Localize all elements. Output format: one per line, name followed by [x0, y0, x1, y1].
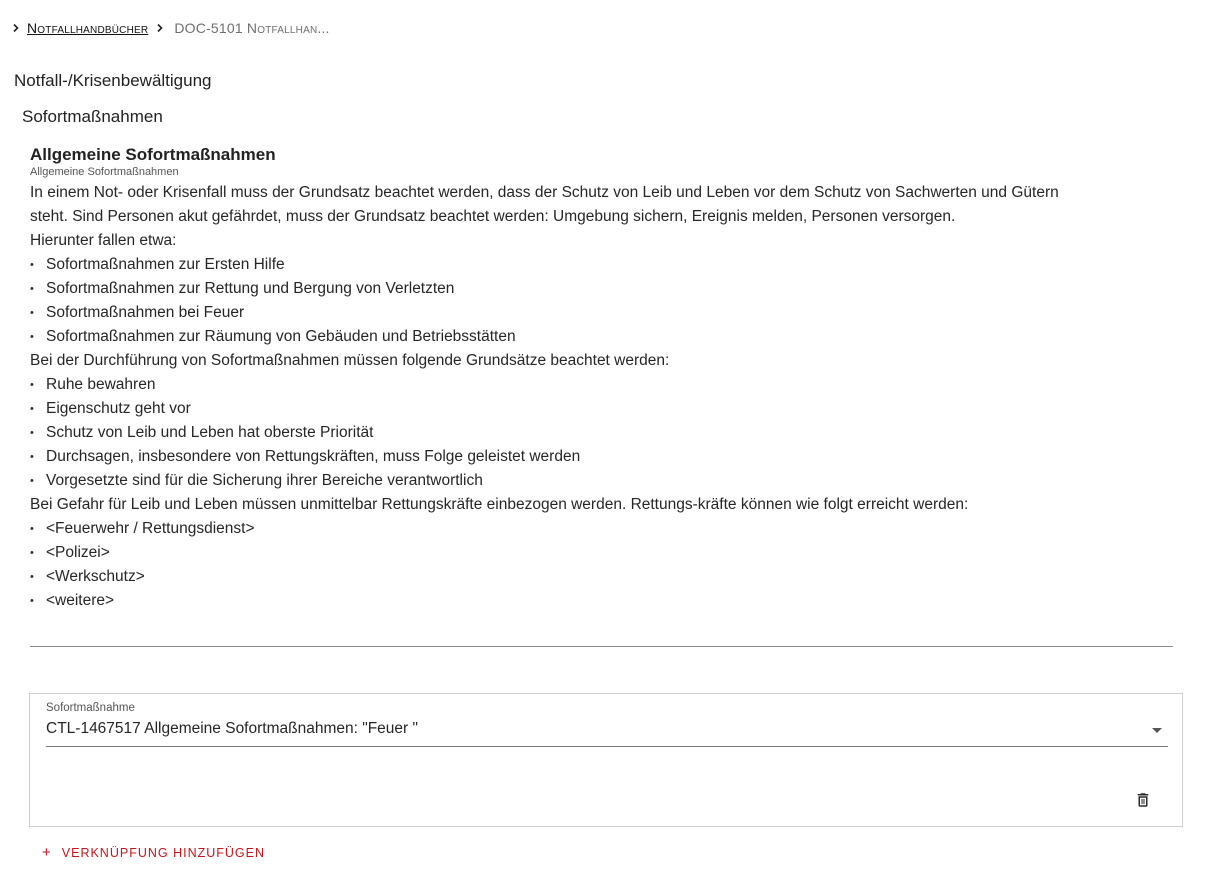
section-body	[30, 181, 1173, 613]
list2	[30, 373, 1173, 493]
list-item: • <weitere>	[30, 589, 1173, 613]
linkage-card	[29, 693, 1183, 827]
breadcrumb	[10, 18, 330, 38]
list-item: • Eigenschutz geht vor	[30, 397, 1173, 421]
section-divider	[30, 646, 1173, 647]
list3	[30, 517, 1173, 613]
dropdown-arrow-icon[interactable]	[1152, 728, 1162, 733]
section-caption: Allgemeine Sofortmaßnahmen	[30, 166, 179, 178]
section-allgemeine-sofortmassnahmen	[30, 144, 1173, 613]
plus-icon: +	[42, 844, 52, 861]
trash-icon	[1134, 791, 1152, 809]
list-item: • <Feuerwehr / Rettungsdienst>	[30, 517, 1173, 541]
list-item: • Durchsagen, insbesondere von Rettungskräften, muss Folge geleistet werden	[30, 445, 1173, 469]
list-item: • <Polizei>	[30, 541, 1173, 565]
add-linkage-label: VERKNÜPFUNG HINZUFÜGEN	[61, 846, 266, 860]
list2-intro: Bei der Durchführung von Sofortmaßnahmen müssen folgende Grundsätze beachtet werden:	[30, 352, 670, 369]
select-value[interactable]: CTL-1467517 Allgemeine Sofortmaßnahmen: "Feuer "	[46, 720, 419, 737]
breadcrumb-current: DOC-5101 Notfallhan...	[174, 20, 330, 36]
list-item: • <Werkschutz>	[30, 565, 1173, 589]
list3-intro: Bei Gefahr für Leib und Leben müssen unmittelbar Rettungskräfte einbezogen werden. Rettungs-kräfte können wie folgt erreicht werden:	[30, 496, 969, 513]
delete-button[interactable]	[1131, 788, 1155, 812]
list1	[30, 253, 1173, 349]
list-item: • Sofortmaßnahmen zur Ersten Hilfe	[30, 253, 1173, 277]
breadcrumb-link-notfallhandbuecher[interactable]: Notfallhandbücher	[27, 20, 149, 36]
heading-level2: Sofortmaßnahmen	[22, 107, 163, 126]
chevron-right-icon[interactable]	[10, 22, 22, 34]
chevron-right-icon	[154, 22, 166, 34]
add-linkage-button[interactable]	[42, 845, 265, 861]
list1-intro: Hierunter fallen etwa:	[30, 232, 177, 249]
select-label: Sofortmaßnahme	[46, 702, 135, 714]
sofortmassnahme-select[interactable]	[46, 702, 1168, 747]
intro-line-1: In einem Not- oder Krisenfall muss der Grundsatz beachtet werden, dass der Schutz von Leib und Leben vor dem Schutz von Sachwerten und Gütern	[30, 184, 1059, 201]
intro-line-2: steht. Sind Personen akut gefährdet, muss der Grundsatz beachtet werden: Umgebung sichern, Ereignis melden, Personen versorgen.	[30, 208, 956, 225]
list-item: • Sofortmaßnahmen zur Räumung von Gebäuden und Betriebsstätten	[30, 325, 1173, 349]
section-title: Allgemeine Sofortmaßnahmen	[30, 145, 276, 164]
list-item: • Sofortmaßnahmen bei Feuer	[30, 301, 1173, 325]
heading-level1: Notfall-/Krisenbewältigung	[14, 71, 212, 90]
list-item: • Vorgesetzte sind für die Sicherung ihrer Bereiche verantwortlich	[30, 469, 1173, 493]
list-item: • Sofortmaßnahmen zur Rettung und Bergung von Verletzten	[30, 277, 1173, 301]
list-item: • Schutz von Leib und Leben hat oberste Priorität	[30, 421, 1173, 445]
list-item: • Ruhe bewahren	[30, 373, 1173, 397]
